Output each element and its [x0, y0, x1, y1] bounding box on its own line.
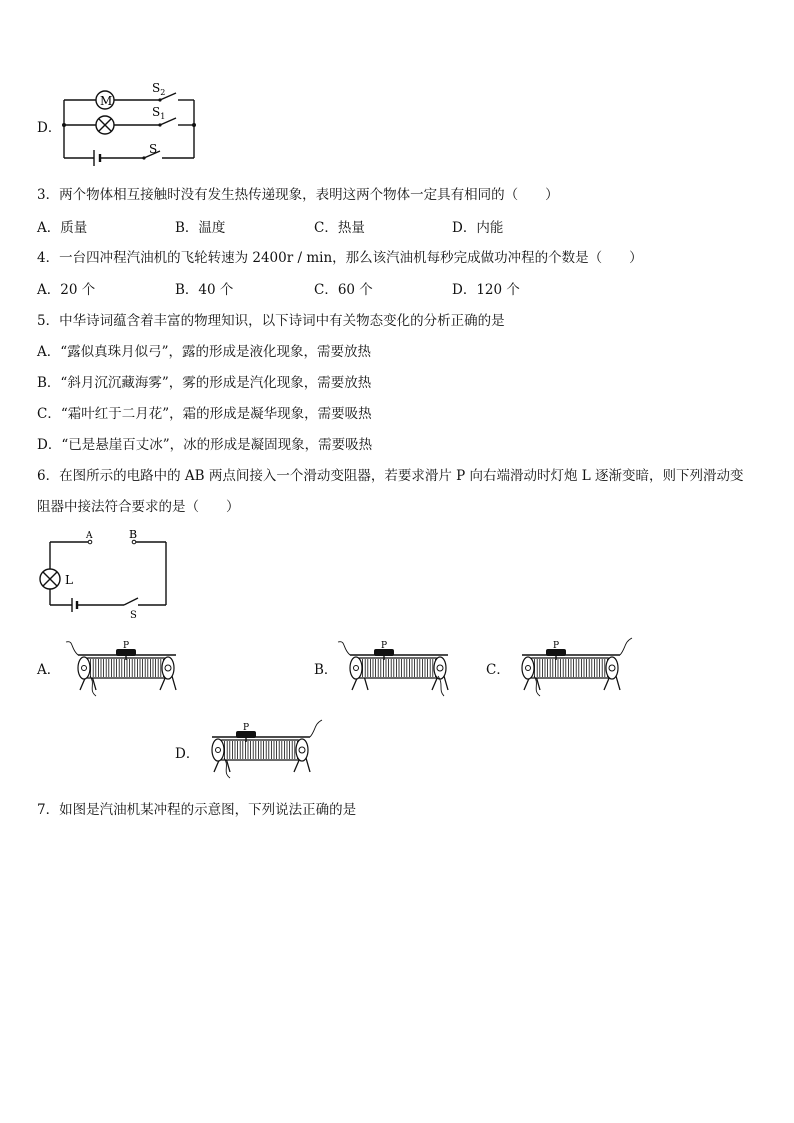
q6-option-d: D． [175, 746, 200, 762]
switch-label: S [130, 610, 137, 621]
q4-option-a: A．20 个 [37, 282, 96, 298]
q7-stem: 7．如图是汽油机某冲程的示意图，下列说法正确的是 [37, 802, 357, 818]
q3-option-b: B．温度 [175, 220, 226, 236]
slider-label: P [123, 641, 130, 651]
q6-circuit-diagram [38, 528, 170, 621]
q4-option-d: D．120 个 [452, 282, 520, 298]
q2-circuit-diagram [60, 81, 200, 164]
rheostat-a [62, 636, 190, 694]
s-label: S [149, 142, 158, 156]
q5-option-d: D．“已是悬崖百丈冰”，冰的形成是凝固现象，需要吸热 [37, 437, 373, 453]
q3-stem: 3．两个物体相互接触时没有发生热传递现象，表明这两个物体一定具有相同的（ ） [37, 187, 559, 203]
q6-option-b: B． [314, 662, 338, 678]
q4-option-b: B．40 个 [175, 282, 234, 298]
point-b-label: B [129, 528, 138, 541]
rheostat-d [196, 718, 324, 776]
q3-option-c: C．热量 [314, 220, 365, 236]
lamp-label: L [65, 573, 73, 587]
q6-stem-line1: 6．在图所示的电路中的 AB 两点间接入一个滑动变阻器，若要求滑片 P 向右端滑动时灯炮 L 逐渐变暗，则下列滑动变 [37, 468, 744, 484]
slider-label: P [243, 723, 250, 733]
q6-option-c: C． [486, 662, 510, 678]
rheostat-b [334, 636, 462, 694]
s2-label: $S_2$ [152, 81, 166, 97]
s1-label: $S_1$ [152, 105, 166, 121]
slider-label: P [381, 641, 388, 651]
q5-option-b: B．“斜月沉沉藏海雾”，雾的形成是汽化现象，需要放热 [37, 375, 372, 391]
q6-stem-line2: 阻器中接法符合要求的是（ ） [37, 499, 240, 515]
q2-option-d-label: D． [37, 120, 62, 136]
rheostat-c [506, 636, 634, 694]
q3-option-d: D．内能 [452, 220, 504, 236]
motor-label: M [100, 94, 113, 108]
q5-option-a: A．“露似真珠月似弓”，露的形成是液化现象，需要放热 [37, 344, 372, 360]
slider-label: P [553, 641, 560, 651]
q4-option-c: C．60 个 [314, 282, 373, 298]
q3-option-a: A．质量 [37, 220, 88, 236]
q4-stem: 4．一台四冲程汽油机的飞轮转速为 2400r / min，那么该汽油机每秒完成做功冲程的个数是（ ） [37, 250, 643, 266]
q5-option-c: C．“霜叶红于二月花”，霜的形成是凝华现象，需要吸热 [37, 406, 372, 422]
point-a-label: A [86, 531, 93, 541]
q5-stem: 5．中华诗词蕴含着丰富的物理知识，以下诗词中有关物态变化的分析正确的是 [37, 313, 505, 329]
q6-option-a: A． [37, 662, 61, 678]
